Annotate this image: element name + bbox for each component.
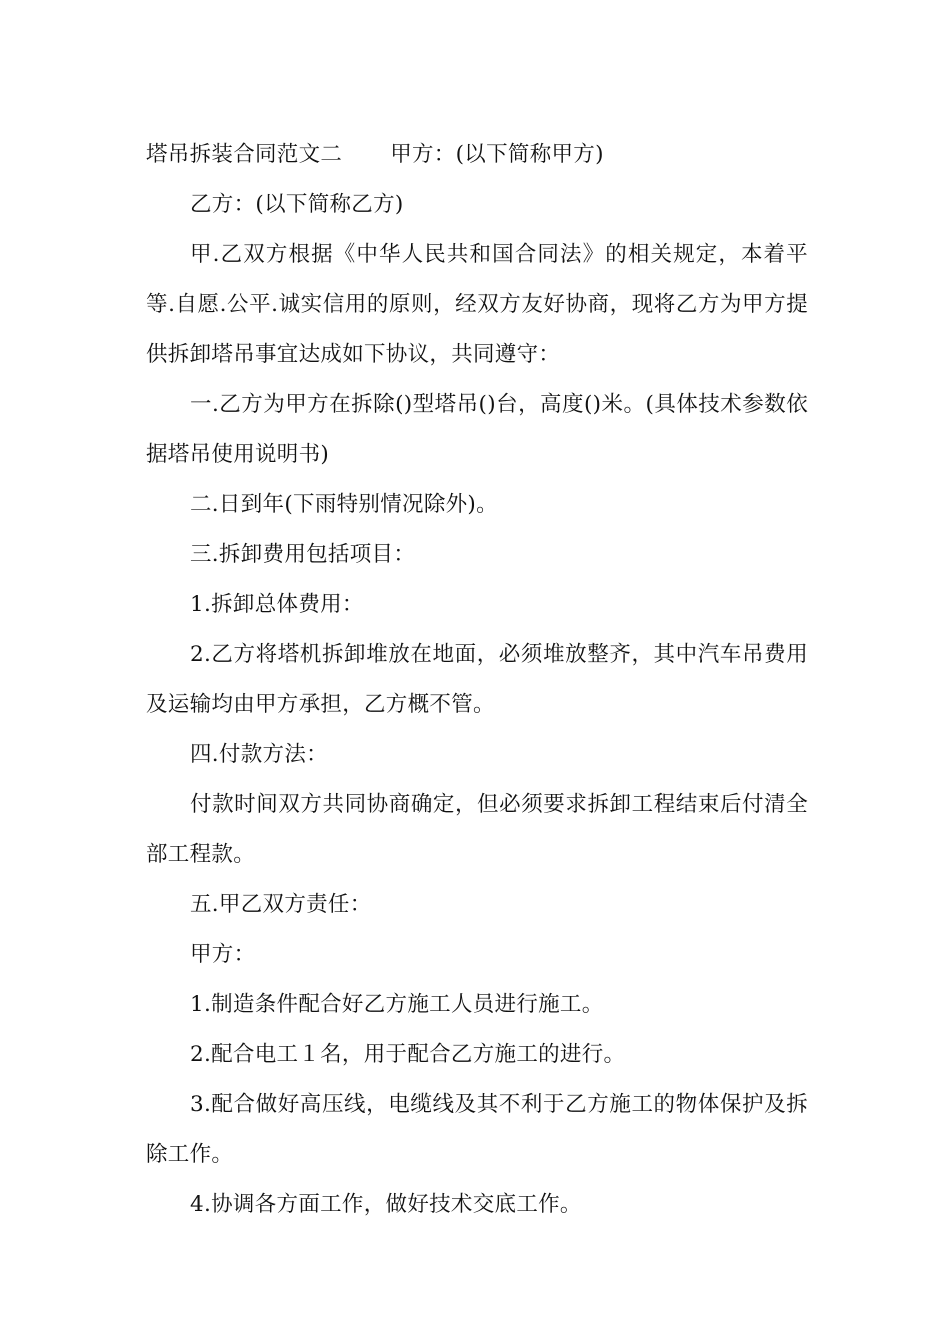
preamble-paragraph: 甲.乙双方根据《中华人民共和国合同法》的相关规定，本着平等.自愿.公平.诚实信用的原则，经双方友好协商，现将乙方为甲方提供拆卸塔吊事宜达成如下协议，共同遵守： (146, 242, 808, 367)
clause-3-item-1: 1.拆卸总体费用： (190, 592, 364, 617)
party-a-definition: 甲方：(以下简称甲方) (390, 142, 604, 167)
clause-3-item-2: 2.乙方将塔机拆卸堆放在地面，必须堆放整齐，其中汽车吊费用及运输均由甲方承担，乙方概不管。 (146, 642, 808, 717)
document-body (146, 130, 808, 1230)
party-a-duty-1: 1.制造条件配合好乙方施工人员进行施工。 (190, 992, 604, 1017)
party-b-definition: 乙方：(以下简称乙方) (190, 192, 404, 217)
clause-4-heading: 四.付款方法： (190, 742, 328, 767)
party-a-heading: 甲方： (190, 942, 256, 967)
clause-2: 二.日到年(下雨特别情况除外)。 (190, 492, 498, 517)
document-title: 塔吊拆装合同范文二 (146, 142, 343, 167)
clause-1: 一.乙方为甲方在拆除()型塔吊()台，高度()米。(具体技术参数依据塔吊使用说明书) (146, 392, 808, 467)
party-a-duty-2: 2.配合电工１名，用于配合乙方施工的进行。 (190, 1042, 626, 1067)
clause-4-body: 付款时间双方共同协商确定，但必须要求拆卸工程结束后付清全部工程款。 (146, 792, 808, 867)
clause-3-heading: 三.拆卸费用包括项目： (190, 542, 416, 567)
clause-5-heading: 五.甲乙双方责任： (190, 892, 372, 917)
party-a-duty-3: 3.配合做好高压线，电缆线及其不利于乙方施工的物体保护及拆除工作。 (146, 1092, 808, 1167)
title-line (146, 130, 808, 180)
party-a-duty-4: 4.协调各方面工作，做好技术交底工作。 (190, 1192, 582, 1217)
